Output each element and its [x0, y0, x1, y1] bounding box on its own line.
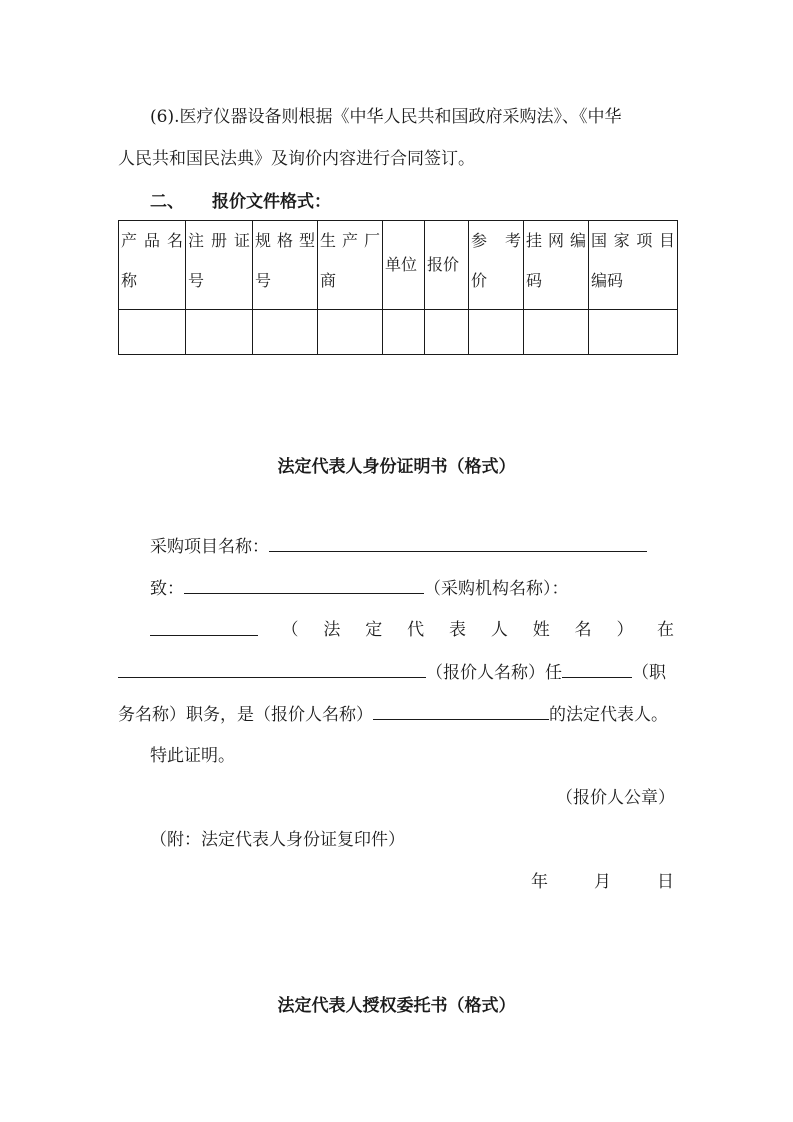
table-header-row — [119, 221, 678, 310]
header-cell-unit — [383, 221, 425, 310]
table-cell — [469, 310, 524, 355]
header-cell-product-name — [119, 221, 186, 310]
position-line — [118, 703, 668, 726]
table-cell — [253, 310, 318, 355]
header-text: 国家项目 — [591, 231, 675, 250]
header-text: 编码 — [591, 271, 624, 290]
at-text: 在 — [657, 620, 674, 640]
table-cell — [186, 310, 253, 355]
position-hint: （职 — [632, 663, 666, 683]
bidder-name-hint: （报价人名称）任 — [426, 663, 562, 683]
bidder-name-blank-2 — [373, 703, 549, 720]
position-line-start: 务名称）职务，是（报价人名称） — [118, 705, 373, 725]
certify-text: 特此证明。 — [150, 746, 235, 766]
header-text: 参 考 — [471, 231, 521, 250]
attachment-note: （附：法定代表人身份证复印件） — [150, 830, 405, 850]
rep-name-hint: （法定代表人姓名） — [281, 620, 634, 640]
position-line-end: 的法定代表人。 — [549, 705, 668, 725]
header-cell-spec-model — [253, 221, 318, 310]
project-name-label: 采购项目名称： — [150, 537, 269, 557]
bidder-line — [118, 661, 666, 684]
position-blank — [562, 661, 632, 678]
addressee-label: 致： — [150, 579, 184, 599]
date-month: 月 — [594, 872, 611, 892]
section-number: 二、 — [150, 192, 184, 212]
header-text: 单位 — [385, 255, 418, 274]
table-cell — [589, 310, 678, 355]
agency-name-hint: （采购机构名称）： — [424, 579, 569, 599]
clause-line-1: (6).医疗仪器设备则根据《中华人民共和国政府采购法》、《中华 — [150, 107, 622, 127]
date-year: 年 — [531, 872, 548, 892]
header-text: 规格型 — [255, 231, 315, 250]
clause-line-2: 人民共和国民法典》及询价内容进行合同签订。 — [118, 149, 475, 169]
header-text: 号 — [188, 271, 205, 290]
header-cell-registration-no — [186, 221, 253, 310]
quote-format-table — [118, 220, 678, 355]
identity-cert-title: 法定代表人身份证明书（格式） — [277, 457, 516, 477]
header-cell-reference-price — [469, 221, 524, 310]
table-cell — [119, 310, 186, 355]
agency-name-blank — [184, 577, 424, 594]
header-text: 号 — [255, 271, 272, 290]
table-row — [119, 310, 678, 355]
authorization-title: 法定代表人授权委托书（格式） — [277, 996, 516, 1016]
seal-text: （报价人公章） — [556, 788, 675, 808]
table-cell — [425, 310, 469, 355]
header-text: 码 — [526, 271, 543, 290]
section-heading: 报价文件格式： — [212, 192, 331, 212]
header-text: 产品名 — [121, 231, 183, 250]
header-text: 报价 — [427, 255, 460, 274]
rep-name-line — [150, 619, 674, 641]
table-cell — [524, 310, 589, 355]
header-text: 生产厂 — [320, 231, 380, 250]
rep-name-blank — [150, 619, 258, 636]
header-text: 商 — [320, 271, 337, 290]
addressee-line — [150, 577, 569, 600]
header-cell-national-project-code — [589, 221, 678, 310]
header-cell-manufacturer — [318, 221, 383, 310]
header-cell-listing-code — [524, 221, 589, 310]
header-text: 称 — [121, 271, 138, 290]
table-cell — [383, 310, 425, 355]
project-name-line — [150, 535, 647, 558]
table-cell — [318, 310, 383, 355]
bidder-name-blank — [118, 661, 426, 678]
date-day: 日 — [657, 872, 674, 892]
header-text: 挂网编 — [526, 231, 586, 250]
project-name-blank — [269, 535, 647, 552]
header-text: 价 — [471, 271, 488, 290]
header-cell-price — [425, 221, 469, 310]
header-text: 注册证 — [188, 231, 250, 250]
